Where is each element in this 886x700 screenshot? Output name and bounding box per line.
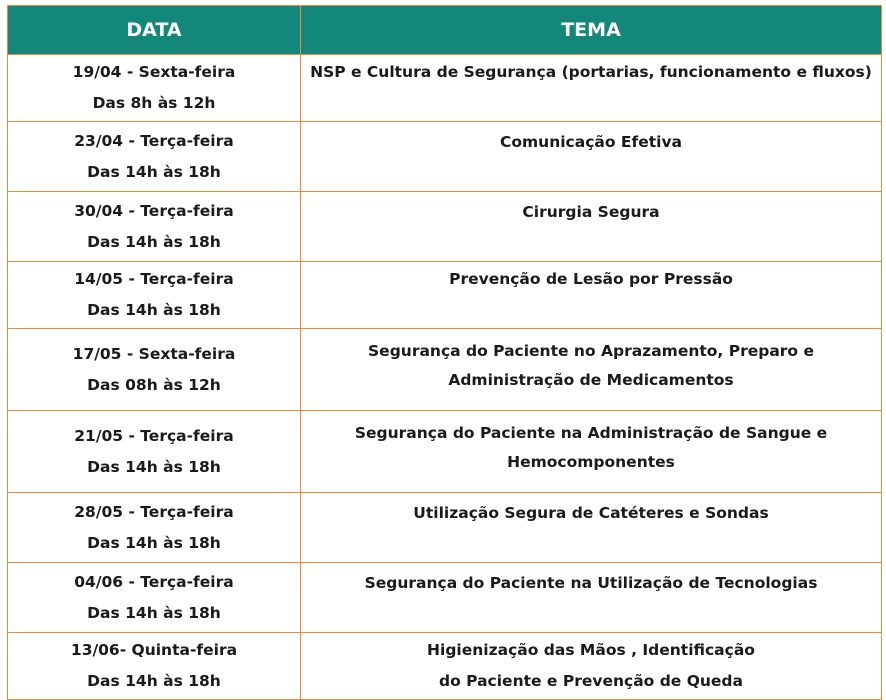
date-cell <box>8 192 301 262</box>
tema-text: Administração de Medicamentos <box>448 371 734 389</box>
time-text: Das 14h às 18h <box>87 457 221 476</box>
tema-cell <box>301 493 882 563</box>
tema-cell <box>301 633 882 700</box>
date-cell <box>8 563 301 633</box>
tema-cell <box>301 122 882 192</box>
time-text: Das 14h às 18h <box>87 162 221 181</box>
time-text: Das 14h às 18h <box>87 232 221 251</box>
table-row <box>8 563 882 633</box>
table-row <box>8 262 882 329</box>
header-date: DATA <box>8 6 301 55</box>
date-text: 17/05 - Sexta-feira <box>72 344 236 363</box>
date-text: 13/06- Quinta-feira <box>70 641 238 659</box>
schedule-table-wrapper <box>7 5 881 690</box>
header-tema: TEMA <box>301 6 882 55</box>
date-text: 23/04 - Terça-feira <box>74 131 234 150</box>
date-cell <box>8 329 301 411</box>
date-text: 14/05 - Terça-feira <box>74 270 234 288</box>
date-text: 28/05 - Terça-feira <box>74 502 234 521</box>
tema-text: Segurança do Paciente na Utilização de Tecnologias <box>364 574 818 592</box>
table-row <box>8 55 882 122</box>
tema-text: Utilização Segura de Catéteres e Sondas <box>413 504 769 522</box>
table-row <box>8 329 882 411</box>
tema-text: Segurança do Paciente na Administração de Sangue e <box>354 424 828 442</box>
tema-text: Segurança do Paciente no Aprazamento, Preparo e <box>368 342 814 360</box>
table-row <box>8 633 882 700</box>
tema-text: NSP e Cultura de Segurança (portarias, funcionamento e fluxos) <box>310 63 872 81</box>
tema-text: Hemocomponentes <box>507 453 675 471</box>
tema-cell <box>301 262 882 329</box>
tema-cell <box>301 329 882 411</box>
date-cell <box>8 411 301 493</box>
date-text: 19/04 - Sexta-feira <box>72 63 236 81</box>
tema-text: Comunicação Efetiva <box>499 133 683 151</box>
date-cell <box>8 55 301 122</box>
time-text: Das 08h às 12h <box>87 375 221 394</box>
time-text: Das 14h às 18h <box>87 672 221 690</box>
time-text: Das 14h às 18h <box>87 301 221 319</box>
date-cell <box>8 262 301 329</box>
time-text: Das 8h às 12h <box>92 94 216 112</box>
tema-text: do Paciente e Prevenção de Queda <box>439 672 743 690</box>
table-row <box>8 493 882 563</box>
date-text: 21/05 - Terça-feira <box>74 426 234 445</box>
table-row <box>8 411 882 493</box>
date-cell <box>8 493 301 563</box>
tema-text: Cirurgia Segura <box>522 203 660 221</box>
tema-text: Prevenção de Lesão por Pressão <box>449 270 733 288</box>
time-text: Das 14h às 18h <box>87 603 221 622</box>
header-row <box>8 6 882 55</box>
date-cell <box>8 122 301 192</box>
schedule-table <box>7 5 882 700</box>
time-text: Das 14h às 18h <box>87 533 221 552</box>
table-row <box>8 122 882 192</box>
table-row <box>8 192 882 262</box>
tema-cell <box>301 192 882 262</box>
tema-cell <box>301 411 882 493</box>
tema-cell <box>301 563 882 633</box>
date-text: 04/06 - Terça-feira <box>74 572 234 591</box>
date-text: 30/04 - Terça-feira <box>74 201 234 220</box>
date-cell <box>8 633 301 700</box>
tema-text: Higienização das Mãos , Identificação <box>427 641 755 659</box>
tema-cell <box>301 55 882 122</box>
